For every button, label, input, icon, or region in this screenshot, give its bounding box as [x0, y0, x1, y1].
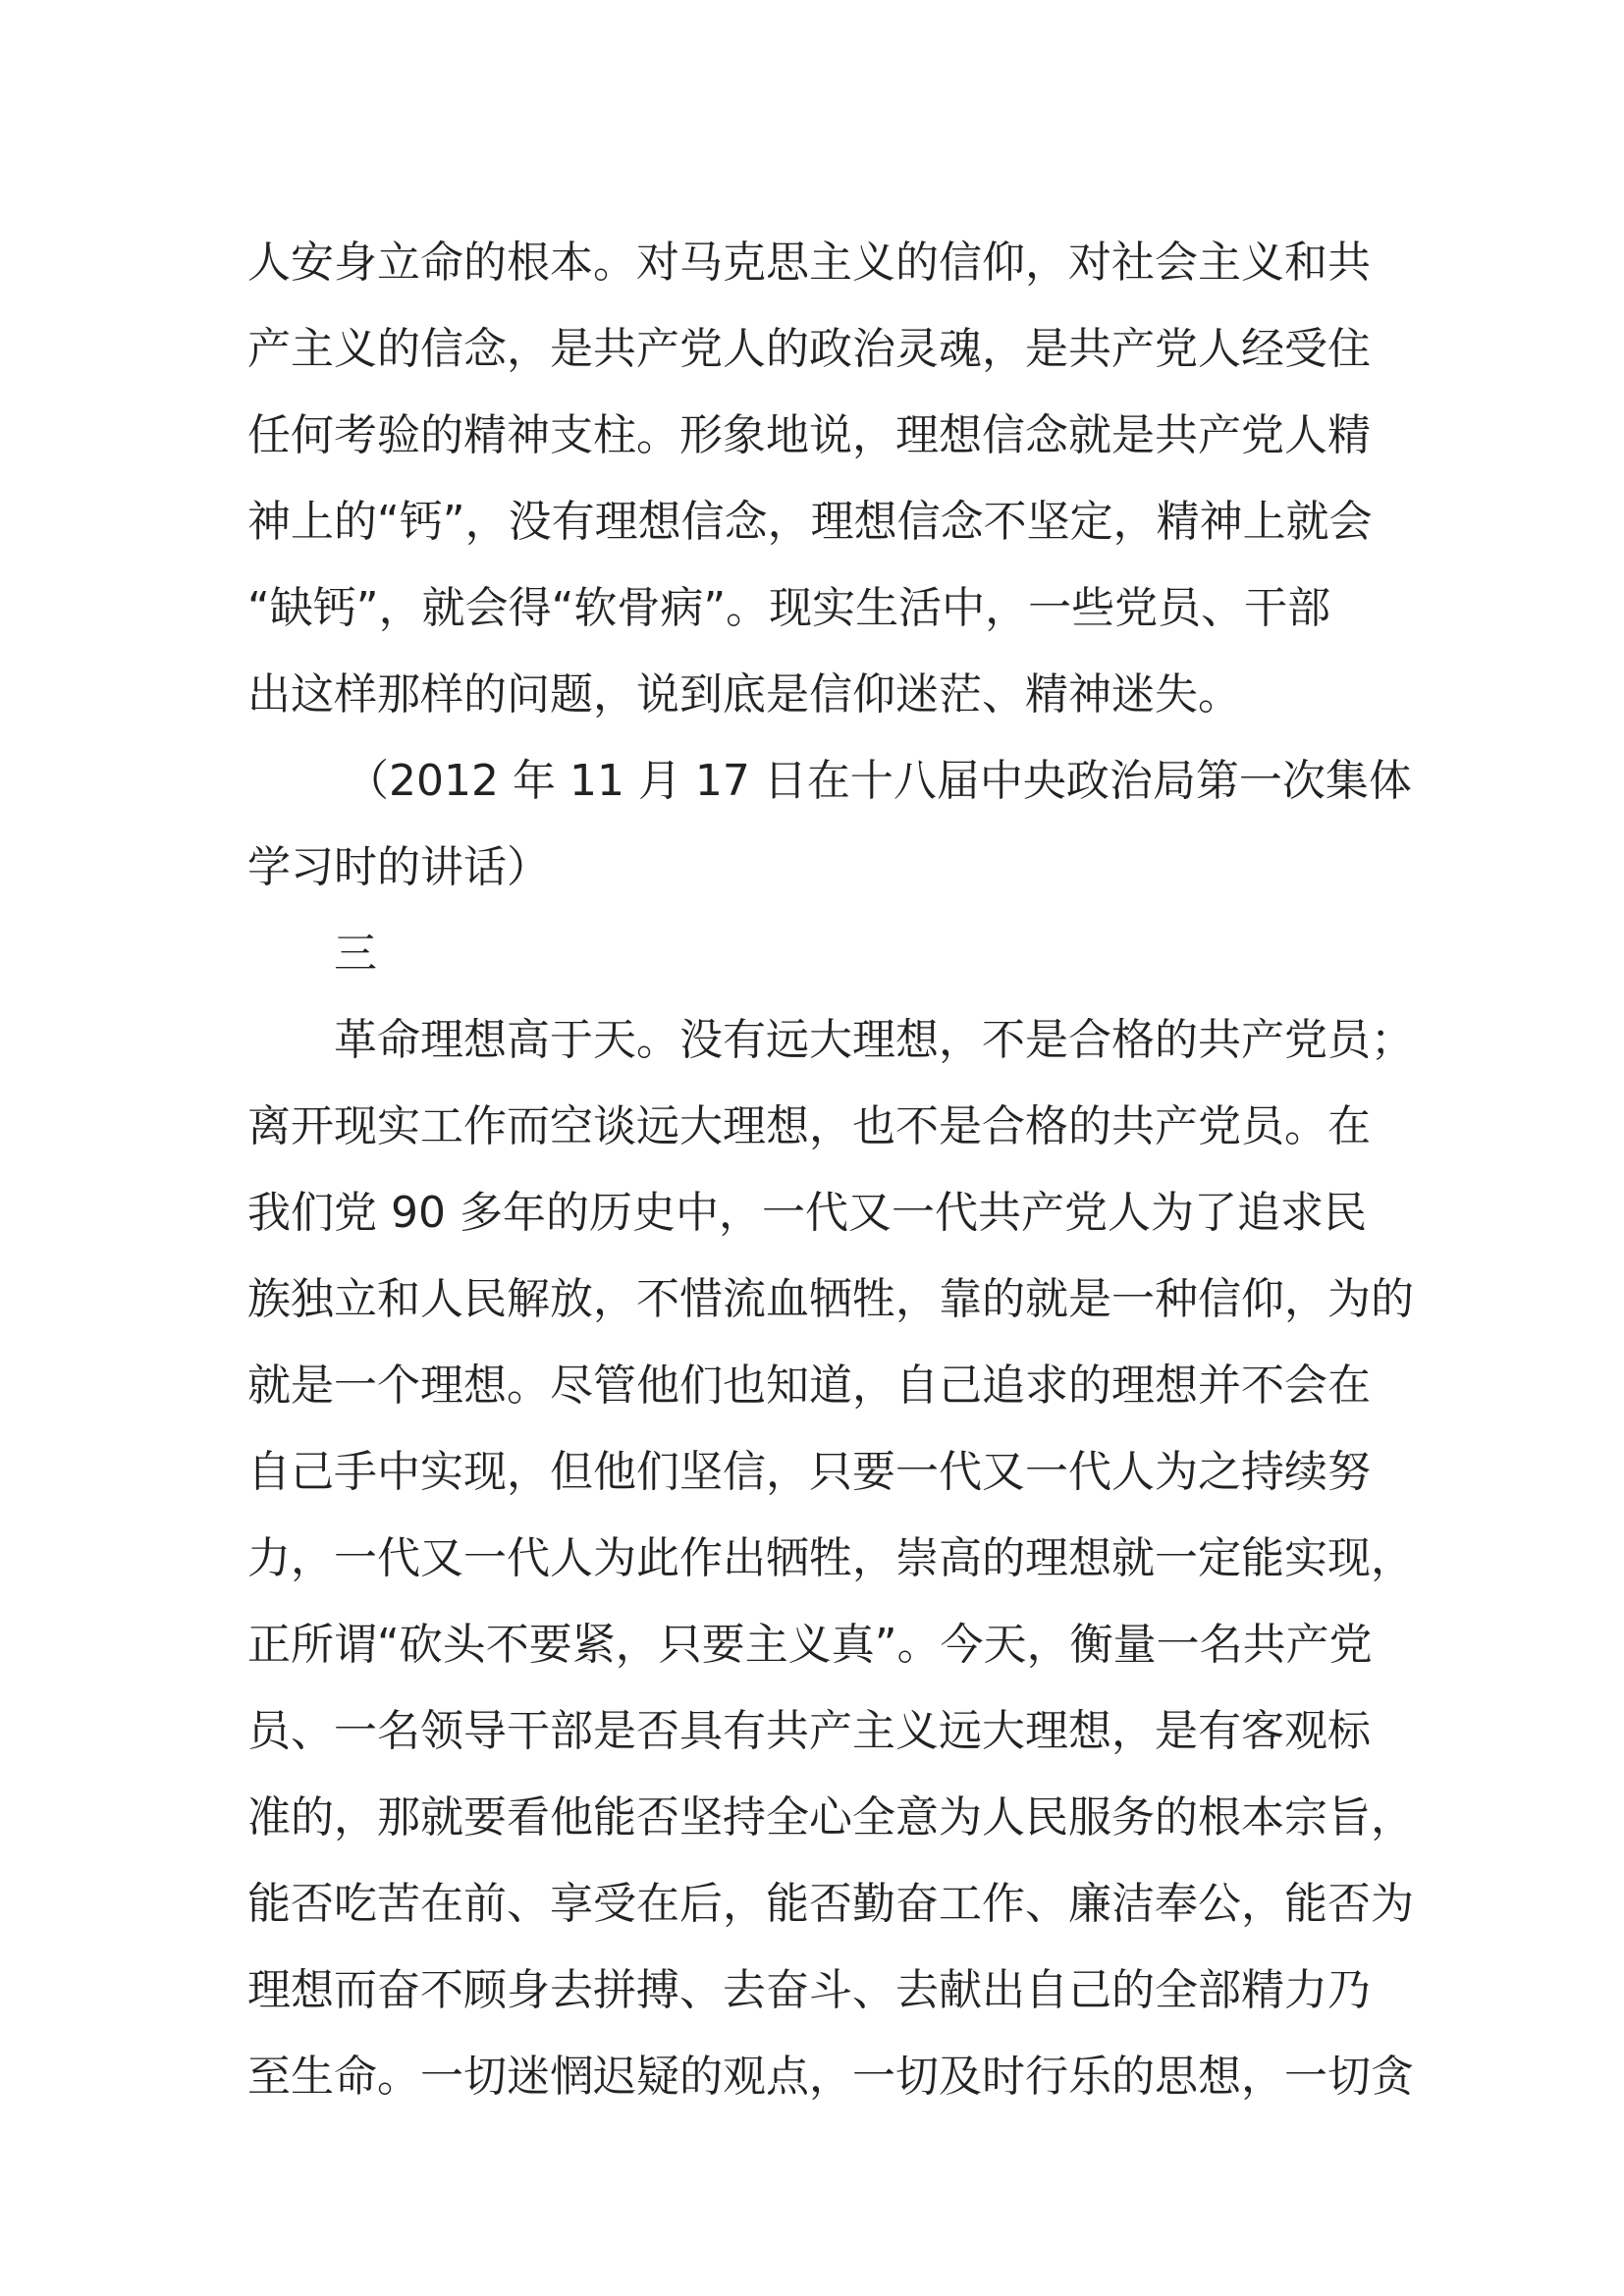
text-line-12: 我们党 90 多年的历史中，一代又一代共产党人为了追求民: [247, 1188, 1367, 1238]
text-line-10: 革命理想高于天。没有远大理想，不是合格的共产党员；: [334, 1015, 1414, 1065]
text-line-6: 出这样那样的问题，说到底是信仰迷茫、精神迷失。: [247, 669, 1241, 720]
text-line-18: 员、一名领导干部是否具有共产主义远大理想，是有客观标: [247, 1706, 1371, 1756]
text-line-20: 能否吃苦在前、享受在后，能否勤奋工作、廉洁奉公，能否为: [247, 1879, 1414, 1929]
text-line-19: 准的，那就要看他能否坚持全心全意为人民服务的根本宗旨，: [247, 1792, 1414, 1842]
text-line-4: 神上的“钙”，没有理想信念，理想信念不坚定，精神上就会: [247, 497, 1373, 547]
text-line-17: 正所谓“砍头不要紧，只要主义真”。今天，衡量一名共产党: [247, 1620, 1373, 1670]
text-line-22: 至生命。一切迷惘迟疑的观点，一切及时行乐的思想，一切贪: [247, 2052, 1414, 2102]
text-line-13: 族独立和人民解放，不惜流血牺牲，靠的就是一种信仰，为的: [247, 1274, 1414, 1324]
text-line-5: “缺钙”，就会得“软骨病”。现实生活中，一些党员、干部: [247, 583, 1331, 633]
text-line-3: 任何考验的精神支柱。形象地说，理想信念就是共产党人精: [247, 410, 1371, 460]
citation-line-2: 学习时的讲话）: [247, 842, 550, 892]
text-line-15: 自己手中实现，但他们坚信，只要一代又一代人为之持续努: [247, 1447, 1371, 1497]
text-line-16: 力，一代又一代人为此作出牺牲，崇高的理想就一定能实现，: [247, 1533, 1414, 1583]
text-line-14: 就是一个理想。尽管他们也知道，自己追求的理想并不会在: [247, 1361, 1371, 1411]
text-line-21: 理想而奋不顾身去拼搏、去奋斗、去献出自己的全部精力乃: [247, 1965, 1371, 2015]
citation-line-1: （2012 年 11 月 17 日在十八届中央政治局第一次集体: [346, 756, 1412, 806]
text-line-11: 离开现实工作而空谈远大理想，也不是合格的共产党员。在: [247, 1101, 1371, 1151]
section-heading: 三: [334, 929, 377, 979]
document-body: [247, 220, 1414, 2120]
text-line-1: 人安身立命的根本。对马克思主义的信仰，对社会主义和共: [247, 238, 1371, 288]
text-line-2: 产主义的信念，是共产党人的政治灵魂，是共产党人经受住: [247, 324, 1371, 374]
